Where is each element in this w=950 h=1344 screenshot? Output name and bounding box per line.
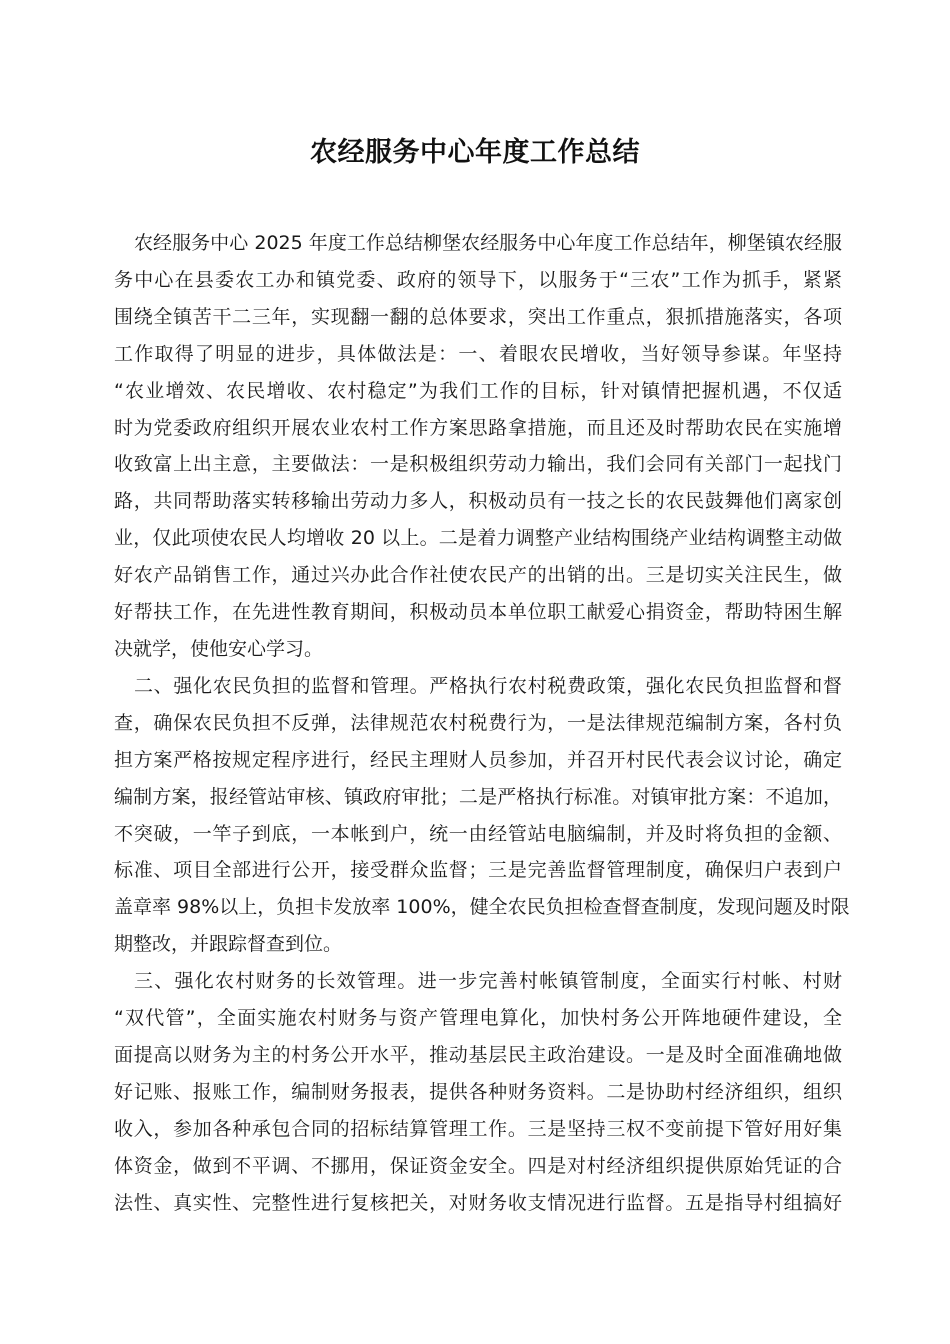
- paragraph-3: [114, 963, 842, 1221]
- paragraph-line: 收致富上出主意，主要做法：一是积极组织劳动力输出，我们会同有关部门一起找门: [114, 453, 842, 476]
- paragraph-line: “双代管”，全面实施农村财务与资产管理电算化，加快村务公开阵地硬件建设，全: [114, 1007, 842, 1030]
- paragraph-line: 三、强化农村财务的长效管理。进一步完善村帐镇管制度，全面实行村帐、村财: [134, 970, 842, 993]
- paragraph-line: 路，共同帮助落实转移输出劳动力多人，积极动员有一技之长的农民鼓舞他们离家创: [114, 490, 842, 513]
- paragraph-line: 收入，参加各种承包合同的招标结算管理工作。三是坚持三权不变前提下管好用好集: [114, 1117, 842, 1140]
- paragraph-line: 期整改，并跟踪督查到位。: [114, 933, 343, 956]
- paragraph-line: 二、强化农民负担的监督和管理。严格执行农村税费政策，强化农民负担监督和督: [134, 674, 842, 697]
- paragraph-line: 围绕全镇苦干二三年，实现翻一翻的总体要求，突出工作重点，狠抓措施落实，各项: [114, 305, 842, 328]
- paragraph-line: 决就学，使他安心学习。: [114, 637, 324, 660]
- paragraph-line: 时为党委政府组织开展农业农村工作方案思路拿措施，而且还及时帮助农民在实施增: [114, 416, 842, 439]
- document-title: 农经服务中心年度工作总结: [310, 137, 640, 168]
- paragraph-line: 法性、真实性、完整性进行复核把关，对财务收支情况进行监督。五是指导村组搞好: [114, 1191, 842, 1214]
- paragraph-line: 工作取得了明显的进步，具体做法是：一、着眼农民增收，当好领导参谋。年坚持: [114, 342, 842, 365]
- paragraph-1: [114, 225, 842, 668]
- paragraph-line: 标准、项目全部进行公开，接受群众监督；三是完善监督管理制度，确保归户表到户: [114, 859, 842, 882]
- paragraph-line: 查，确保农民负担不反弹，法律规范农村税费行为，一是法律规范编制方案，各村负: [114, 711, 842, 734]
- paragraph-line: 担方案严格按规定程序进行，经民主理财人员参加，并召开村民代表会议讨论，确定: [114, 748, 842, 771]
- paragraph-line: 业，仅此项使农民人均增收 20 以上。二是着力调整产业结构围绕产业结构调整主动做: [114, 527, 842, 550]
- paragraph-line: “农业增效、农民增收、农村稳定”为我们工作的目标，针对镇情把握机遇，不仅适: [114, 379, 842, 402]
- paragraph-line: 面提高以财务为主的村务公开水平，推动基层民主政治建设。一是及时全面准确地做: [114, 1043, 842, 1066]
- paragraph-line: 好农产品销售工作，通过兴办此合作社使农民产的出销的出。三是切实关注民生，做: [114, 564, 842, 587]
- document-body: [114, 225, 850, 1221]
- paragraph-line: 好记账、报账工作，编制财务报表，提供各种财务资料。二是协助村经济组织，组织: [114, 1080, 842, 1103]
- paragraph-2: [114, 668, 850, 963]
- paragraph-line: 好帮扶工作，在先进性教育期间，积极动员本单位职工献爱心捐资金，帮助特困生解: [114, 601, 842, 624]
- paragraph-line: 农经服务中心 2025 年度工作总结柳堡农经服务中心年度工作总结年，柳堡镇农经服: [134, 232, 842, 254]
- paragraph-line: 编制方案，报经管站审核、镇政府审批；二是严格执行标准。对镇审批方案：不追加，: [114, 785, 842, 808]
- paragraph-line: 不突破，一竿子到底，一本帐到户，统一由经管站电脑编制，并及时将负担的金额、: [114, 822, 842, 845]
- paragraph-line: 务中心在县委农工办和镇党委、政府的领导下，以服务于“三农”工作为抓手，紧紧: [114, 268, 842, 291]
- paragraph-line: 盖章率 98%以上，负担卡发放率 100%，健全农民负担检查督查制度，发现问题及时限: [114, 896, 850, 919]
- paragraph-line: 体资金，做到不平调、不挪用，保证资金安全。四是对村经济组织提供原始凭证的合: [114, 1154, 842, 1177]
